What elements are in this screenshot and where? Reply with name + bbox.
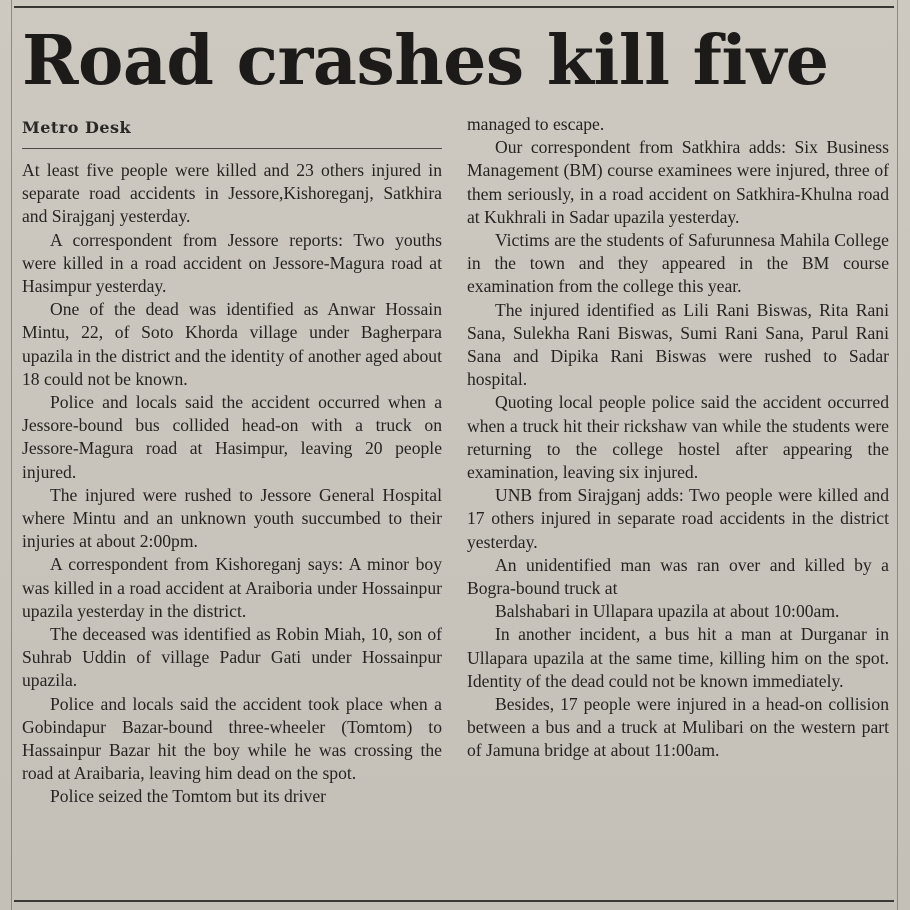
- paragraph: The deceased was identified as Robin Miah, 10, son of Suhrab Uddin of village Padur Gati under Hossainpur upazila.: [22, 624, 442, 691]
- paragraph: At least five people were killed and 23 others injured in separate road accidents in Jessore,Kishoreganj, Satkhira and Sirajganj yesterday.: [22, 160, 442, 227]
- paragraph: Police and locals said the accident occurred when a Jessore-bound bus collided head-on with a truck on Jessore-Magura road at Hasimpur, leaving 20 people injured.: [22, 392, 442, 482]
- paragraph: Balshabari in Ullapara upazila at about 10:00am.: [495, 601, 840, 622]
- paragraph: Police seized the Tomtom but its driver: [50, 786, 326, 807]
- left-border-rule: [11, 0, 12, 910]
- paragraph: Our correspondent from Satkhira adds: Six Business Management (BM) course examinees were injured, three of them seriously, in a road accident on Satkhira-Khulna road at Kukhrali in Sadar upazila yesterday.: [467, 137, 889, 227]
- top-rule: [14, 6, 894, 8]
- article-column-right: [467, 113, 889, 763]
- paragraph-continuation: managed to escape.: [467, 114, 605, 134]
- paragraph: A correspondent from Jessore reports: Two youths were killed in a road accident on Jessore-Magura road at Hasimpur yesterday.: [22, 229, 442, 297]
- paragraph: Besides, 17 people were injured in a head-on collision between a bus and a truck at Mulibari on the western part of Jamuna bridge at about 11:00am.: [467, 694, 889, 761]
- article-column-left: [22, 159, 442, 809]
- byline-text: Metro Desk: [22, 118, 132, 137]
- paragraph: The injured were rushed to Jessore General Hospital where Mintu and an unknown youth succumbed to their injuries at about 2:00pm.: [22, 484, 442, 552]
- paragraph: A correspondent from Kishoreganj says: A minor boy was killed in a road accident at Araiboria under Hossainpur upazila yesterday in the district.: [22, 554, 442, 621]
- right-border-rule: [897, 0, 898, 910]
- byline-rule: [22, 148, 442, 149]
- paragraph: Police and locals said the accident took place when a Gobindapur Bazar-bound three-wheeler (Tomtom) to Hassainpur Bazar hit the boy while he was crossing the road at Araibaria, leaving him dead on the spot.: [22, 693, 442, 784]
- bottom-rule: [14, 900, 894, 902]
- paragraph: Quoting local people police said the accident occurred when a truck hit their rickshaw van while the students were returning to the college hostel after appearing the examination, leaving six injured.: [467, 392, 889, 483]
- headline: Road crashes kill five: [22, 21, 829, 101]
- paragraph: In another incident, a bus hit a man at Durganar in Ullapara upazila at the same time, killing him on the spot. Identity of the dead could not be known immediately.: [467, 624, 889, 691]
- paragraph: The injured identified as Lili Rani Biswas, Rita Rani Sana, Sulekha Rani Biswas, Sumi Rani Sana, Parul Rani Sana and Dipika Rani Biswas were rushed to Sadar hospital.: [467, 299, 889, 390]
- paragraph: One of the dead was identified as Anwar Hossain Mintu, 22, of Soto Khorda village under Bagherpara upazila in the district and the identity of another aged about 18 could not be known.: [22, 299, 442, 389]
- paragraph: Victims are the students of Safurunnesa Mahila College in the town and they appeared in the BM course examination from the college this year.: [467, 230, 889, 297]
- paragraph: UNB from Sirajganj adds: Two people were killed and 17 others injured in separate road accidents in the district yesterday.: [467, 485, 889, 552]
- paragraph: An unidentified man was ran over and killed by a Bogra-bound truck at: [467, 554, 889, 599]
- byline-desk: [22, 118, 131, 137]
